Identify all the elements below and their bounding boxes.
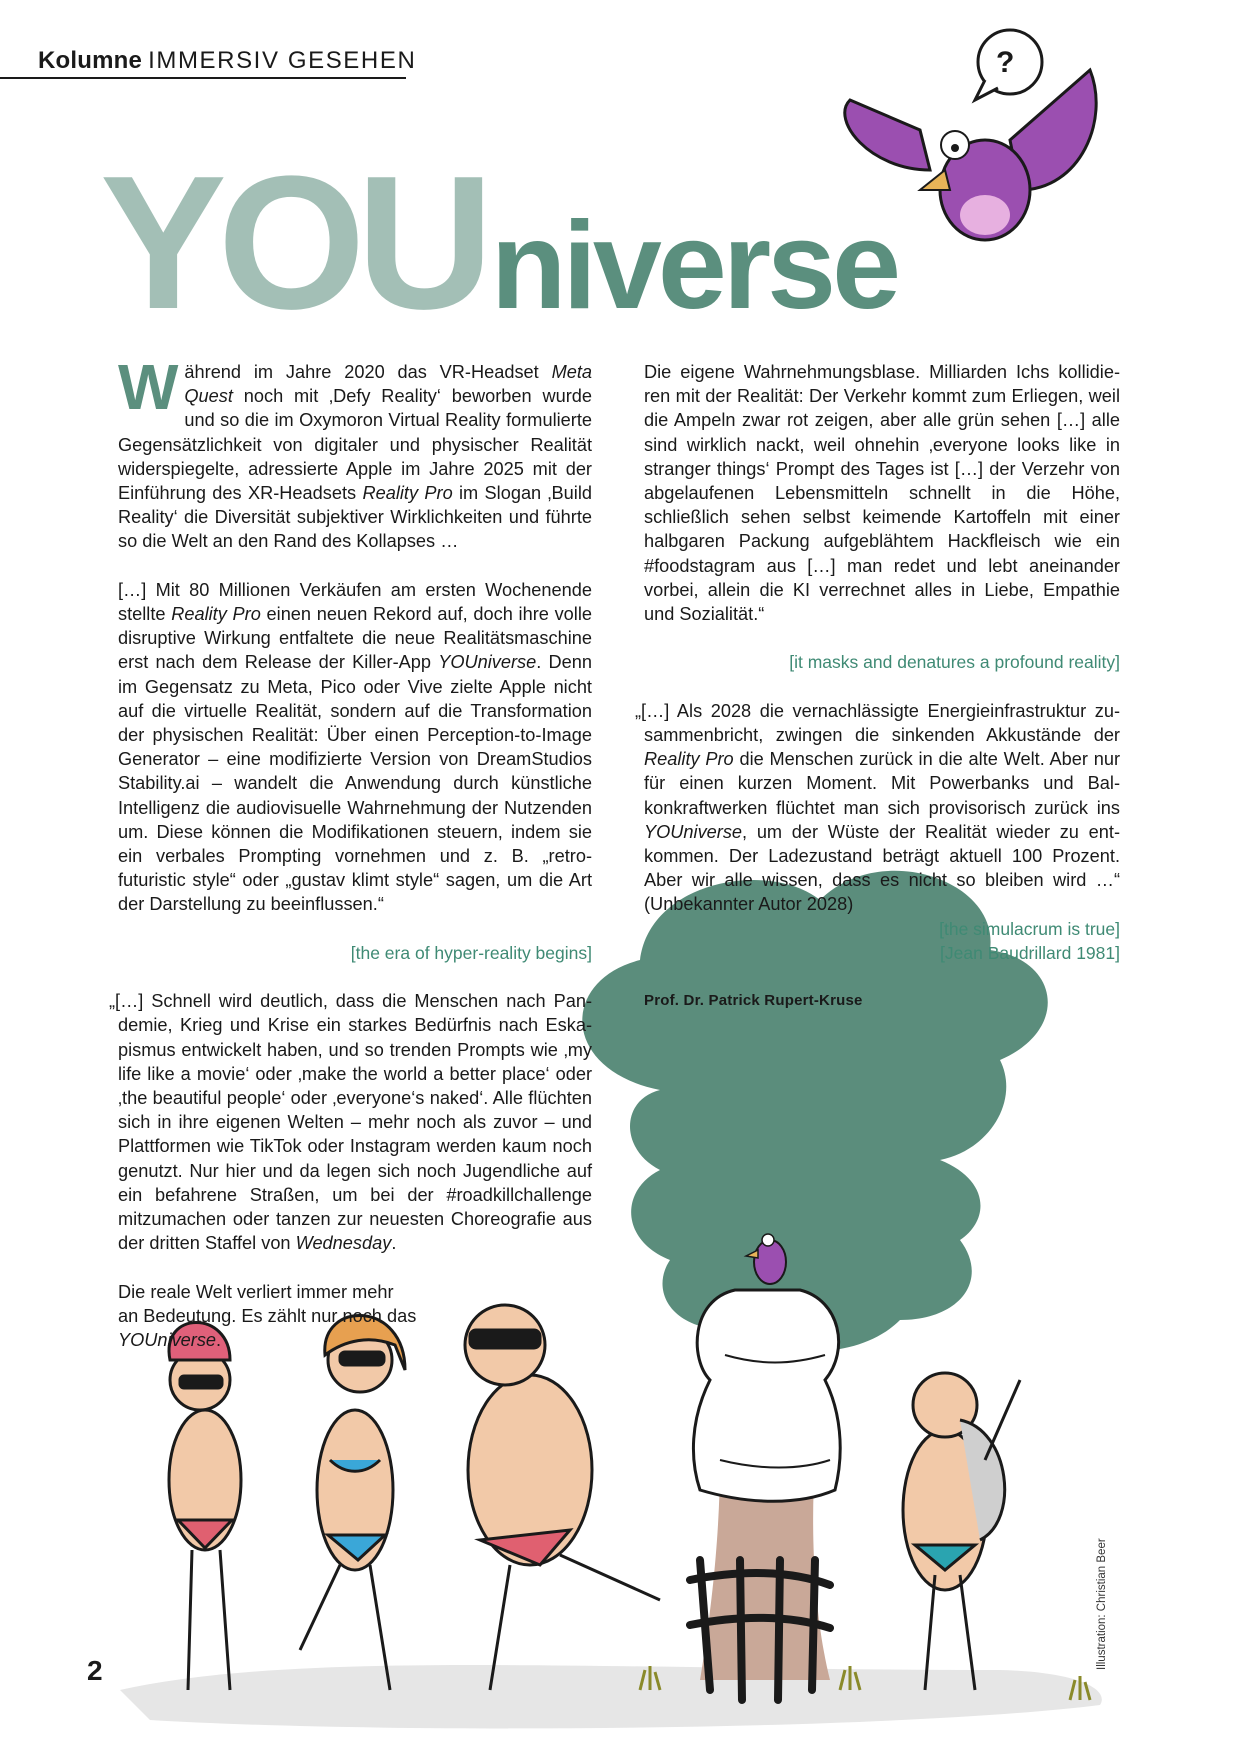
person-1 bbox=[169, 1323, 241, 1691]
right-column bbox=[635, 360, 1121, 1013]
paragraph-release: […] Mit 80 Millionen Verkäufen am ersten Wochenende stellte Reality Pro einen neuen Rekord auf, doch ihre volle disruptive Wirkung entfaltete die neue Realitätsmaschine erst nach dem Release der Killer-App YOUniverse. Denn im Gegensatz zu Meta, Pico oder Vive zielte Apple nicht auf die virtuelle Realität, sondern auf die Transformation der physischen Realität: Über einen Perception-to-Image Generator – eine modifizierte Version von DreamStudios Stability.ai – wandelt die Anwendung durch künstliche Intelligenz die audiovisuelle Wahrnehmung der Nutzenden um. Diese können die Modifikationen steuern, indem sie ein verbales Prompting vornehmen und z. B. „retrofuturistic style“ oder „gustav klimt style“ sagen, um die Art der Darstellung zu beeinflussen.“ bbox=[118, 579, 592, 915]
note-masks-reality: [it masks and denatures a profound reality] bbox=[789, 652, 1120, 673]
drop-cap: W bbox=[118, 351, 179, 423]
paragraph-energy: „[…] Als 2028 die vernachlässigte Energieinfrastruktur zusammenbricht, zwingen die sinkenden Akkustände der Reality Pro die Menschen zurück in die alte Welt. Aber nur für einen kurzen Moment. Mit Powerbanks und Balkonkraftwerken flüchtet man sich provisorisch zurück ins YOUniverse, um der Wüste der Realität wieder zu entkommen. Der Ladezustand beträgt aktuell 100 Prozent. Aber wir alle wissen, dass es nicht so bleiben wird …“ (Unbekannter Autor 2028) bbox=[635, 700, 1121, 915]
paragraph-intro: Während im Jahre 2020 das VR-Headset Meta Quest noch mit ‚Defy Reality‘ beworben wurde und so die im Oxymoron Virtual Reality formulierte Gegensätzlichkeit von digitaler und physischer Realität widerspiegelte, adressierte Apple im Jahre 2025 mit der Einführung des XR-Headsets Reality Pro im Slogan ‚Build Reality‘ die Diversität subjektiver Wirklichkeiten und führte so die Welt an den Rand des Kollapses … bbox=[118, 351, 592, 552]
column-header bbox=[38, 46, 416, 76]
note-simulacrum: [the simulacrum is true] bbox=[939, 918, 1120, 939]
header-rule bbox=[0, 77, 406, 79]
illustration-credit: Illustration: Christian Beer bbox=[1096, 1538, 1108, 1670]
paragraph-real-world: Die reale Welt verliert immer mehr an Bedeutung. Es zählt nur noch das YOUniverse. bbox=[118, 1281, 417, 1351]
ground bbox=[120, 1665, 1102, 1728]
speech-question-mark: ? bbox=[996, 46, 1015, 79]
person-4 bbox=[903, 1373, 1020, 1690]
title-you: YOU bbox=[100, 137, 485, 349]
note-baudrillard: [Jean Baudrillard 1981] bbox=[940, 943, 1120, 964]
paragraph-escapism: „[…] Schnell wird deutlich, dass die Menschen nach Pandemie, Krieg und Krise ein starkes Bedürfnis nach Eskapismus entwickelt haben, und so trenden Prompts wie ‚my life like a movie‘ oder ‚make the world a better place‘ oder ‚the beautiful people‘ oder ‚everyone‘s naked‘. Alle flüchten sich in ihre eigenen Welten – mehr noch als zuvor – und Plattformen wie TikTok oder Instagram werden kaum noch genutzt. Nur hier und da legen sich noch Jugendliche auf ein befahrene Straßen, um bei der #roadkillchallenge mitzumachen oder tanzen zur neuesten Choreografie aus der dritten Staffel von Wednesday. bbox=[109, 991, 592, 1254]
column-label: Kolumne bbox=[38, 47, 143, 74]
title-niverse: niverse bbox=[490, 197, 898, 335]
paragraph-bubble: Die eigene Wahrnehmungsblase. Milliarden Ichs kollidieren mit der Realität: Der Verkehr kommt zum Erliegen, weil die Ampeln zwar rot zeigen, aber alle grün sehen […] alle sind wirklich nackt, weil ohnehin ‚everyone looks like in stranger things‘ Prompt des Tages ist […] der Verzehr von abgelaufenen Lebensmitteln schnellt in die Höhe, schließlich sehen selbst keimende Kartoffeln mit einer halbgaren Packung aufgeblähtem Hackfleisch wie ein #foodstagram aus […] man redet und lebt aneinander vorbei, allein die KI verrechnet alles in Liebe, Empathie und Sozialität.“ bbox=[644, 362, 1120, 625]
author-name: Prof. Dr. Patrick Rupert-Kruse bbox=[644, 992, 863, 1010]
statue-sack bbox=[693, 1290, 840, 1501]
column-title: IMMERSIV GESEHEN bbox=[148, 47, 417, 74]
page-title bbox=[100, 137, 898, 349]
left-column bbox=[109, 351, 592, 1376]
page-number: 2 bbox=[87, 1655, 103, 1686]
note-hyper-reality: [the era of hyper-reality begins] bbox=[350, 942, 592, 963]
